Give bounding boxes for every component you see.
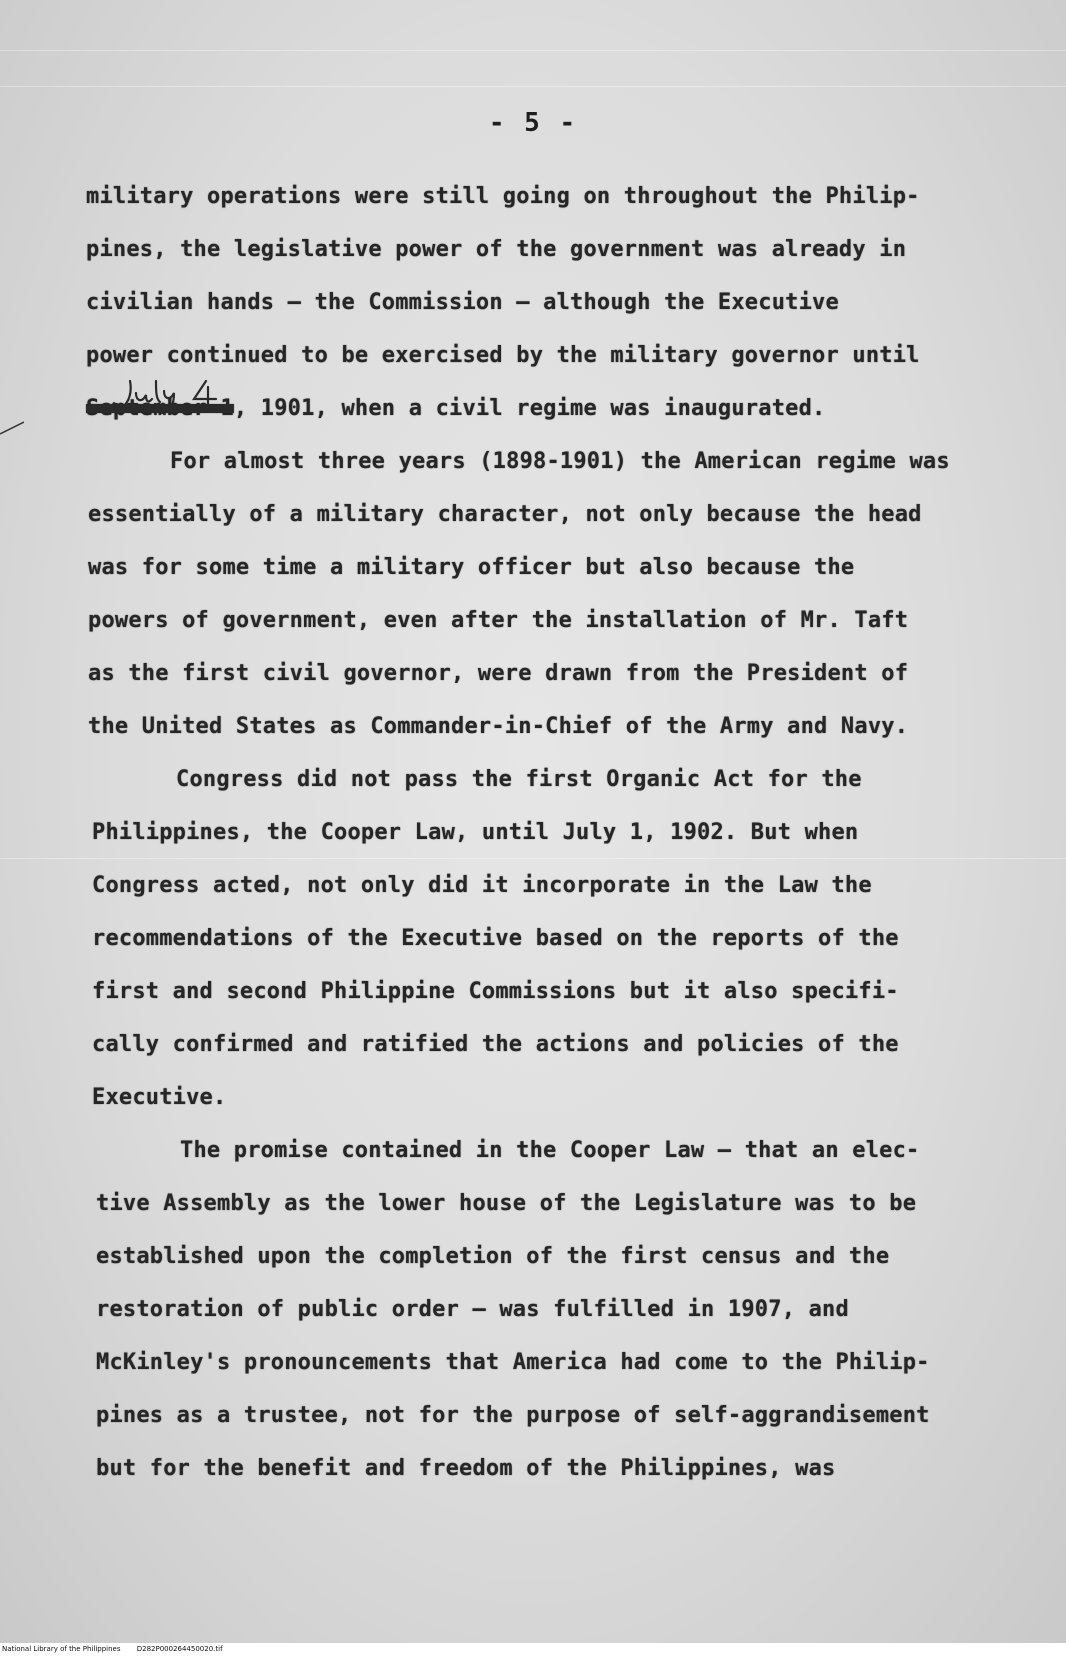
text-line-rest: , 1901, when a civil regime was inaugurated. [233, 396, 826, 421]
text-line: The promise contained in the Cooper Law — that an elec- [180, 1138, 920, 1163]
text-line: the United States as Commander-in-Chief of the Army and Navy. [88, 714, 909, 739]
text-line: first and second Philippine Commissions but it also specifi- [92, 979, 899, 1004]
footer-file-id: D282P000264450020.tif [136, 1645, 223, 1653]
text-line: established upon the completion of the first census and the [96, 1244, 890, 1269]
text-line: civilian hands — the Commission — although the Executive [86, 290, 839, 315]
text-line: essentially of a military character, not only because the head [88, 502, 922, 527]
text-line: power continued to be exercised by the military governor until [86, 343, 920, 368]
text-line: pines as a trustee, not for the purpose of self-aggrandisement [96, 1403, 930, 1428]
margin-mark [0, 420, 24, 436]
text-line: recommendations of the Executive based on the reports of the [92, 926, 899, 951]
text-line: powers of government, even after the installation of Mr. Taft [88, 608, 909, 633]
scan-band [0, 50, 1066, 51]
page-number: - 5 - [488, 108, 578, 138]
struck-date: September 1 [86, 396, 234, 421]
text-line: McKinley's pronouncements that America had come to the Philip- [96, 1350, 930, 1375]
text-line: Congress did not pass the first Organic Act for the [176, 767, 862, 792]
text-line: restoration of public order — was fulfilled in 1907, and [96, 1297, 849, 1322]
text-line: cally confirmed and ratified the actions and policies of the [92, 1032, 899, 1057]
scan-band [0, 858, 1066, 859]
text-line: but for the benefit and freedom of the Philippines, was [96, 1456, 836, 1481]
text-line: as the first civil governor, were drawn from the President of [88, 661, 909, 686]
text-line: Executive. [92, 1085, 227, 1110]
footer-institution: National Library of the Philippines [2, 1645, 121, 1653]
text-line: was for some time a military officer but also because the [88, 555, 855, 580]
text-line: Philippines, the Cooper Law, until July 1, 1902. But when [92, 820, 859, 845]
text-line: pines, the legislative power of the government was already in [86, 237, 907, 262]
scan-band [0, 86, 1066, 87]
text-line: tive Assembly as the lower house of the Legislature was to be [96, 1191, 917, 1216]
text-line: Congress acted, not only did it incorporate in the Law the [92, 873, 872, 898]
text-line: For almost three years (1898-1901) the American regime was [170, 449, 950, 474]
handwritten-correction-july-4 [108, 377, 248, 417]
scan-footer [2, 1645, 237, 1653]
text-line: military operations were still going on throughout the Philip- [86, 184, 920, 209]
